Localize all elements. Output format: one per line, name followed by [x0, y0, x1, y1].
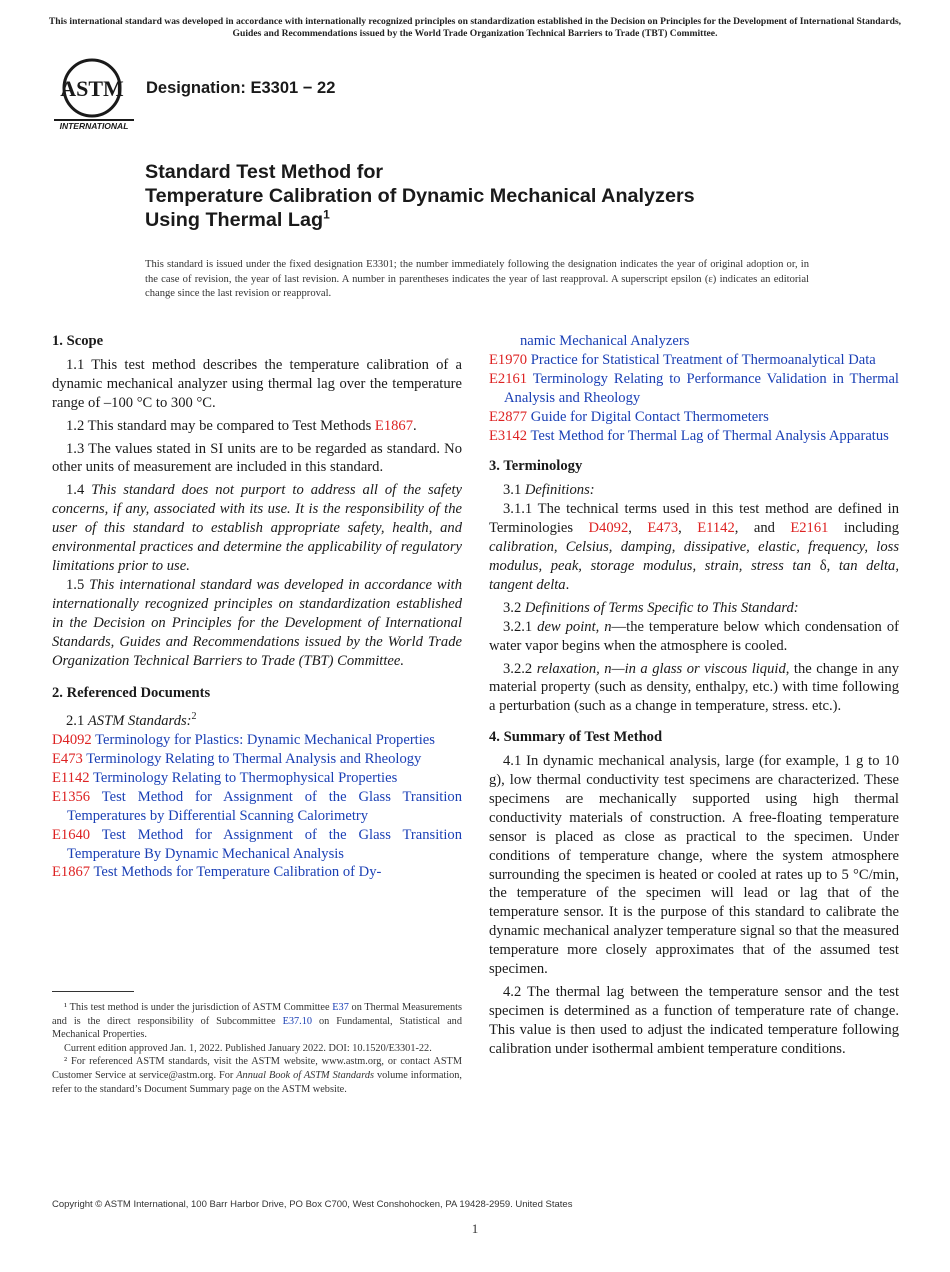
ref-code[interactable]: E1356 [52, 788, 91, 805]
scope-1-2-link[interactable]: E1867 [374, 417, 414, 434]
scope-1-4-text: This standard does not purport to address all of the safety concerns, if any, associated with its use. It is the responsibility of the user of this standard to establish appropriate safety, health, and environmental practices and determine the applicability of regulatory limitations prior to use. [52, 482, 462, 574]
terminology-sep-2: , [678, 520, 698, 537]
ref-code[interactable]: E2161 [489, 370, 528, 387]
scope-1-2-end: . [413, 417, 417, 434]
ref-item[interactable] [52, 731, 462, 750]
footnote-divider [52, 991, 134, 992]
terminology-link-d4092[interactable]: D4092 [588, 520, 629, 537]
scope-1-1: 1.1 This test method describes the temperature calibration of a dynamic mechanical analyzer using thermal lag over the temperature range of –100 °C to 300 °C. [52, 356, 462, 411]
scope-1-4 [52, 481, 462, 576]
ref-item[interactable] [489, 351, 899, 370]
ref-title[interactable]: Test Methods for Temperature Calibration of Dy- [93, 864, 382, 881]
terminology-terms: calibration, Celsius, damping, dissipative, elastic, frequency, loss modulus, peak, storage modulus, strain, stress tan [489, 539, 899, 574]
terminology-3-1-num: 3.1 [503, 482, 525, 499]
document-title [145, 160, 845, 232]
summary-heading: 4. Summary of Test Method [489, 729, 663, 746]
scope-1-5-text: This international standard was developed in accordance with internationally recognized principles on standardization established in the Decision on Principles for the Development of International Standards, Guides and Recommendations issued by the World Trade Organization Technical Barriers to Trade (TBT) Committee. [52, 576, 463, 669]
ref-title[interactable]: Test Method for Assignment of the Glass Transition Temperature By Dynamic Mechanical Analysis [67, 826, 462, 862]
terminology-3-1-label: Definitions: [524, 482, 595, 499]
terminology-3-2-2-num: 3.2.2 [503, 660, 537, 677]
ref-title[interactable]: Terminology Relating to Thermal Analysis and Rheology [86, 750, 422, 767]
footnote-2-italic: Annual Book of ASTM Standards [236, 1069, 374, 1081]
ref-title[interactable]: Test Method for Assignment of the Glass Transition Temperatures by Differential Scanning Calorimetry [67, 788, 462, 824]
terminology-3-2 [489, 599, 899, 618]
ref-item[interactable] [489, 408, 899, 427]
terminology-sep-3: , and [734, 520, 791, 537]
footnote-2 [52, 1055, 462, 1096]
terminology-3-2-2 [489, 660, 899, 717]
ref-item[interactable] [52, 769, 462, 788]
copyright-notice: Copyright © ASTM International, 100 Barr Harbor Drive, PO Box C700, West Conshohocken, PA 19428-2959. United States [52, 1199, 573, 1210]
ref-code[interactable]: E473 [52, 750, 83, 767]
ref-continued[interactable]: namic Mechanical Analyzers [520, 333, 690, 349]
title-line-3-text: Using Thermal Lag [145, 209, 324, 231]
terminology-3-2-1-def: —the temperature below which condensation of water vapor begins when the atmosphere is cooled. [489, 618, 899, 654]
ref-code[interactable]: E1640 [52, 826, 91, 843]
terminology-sep-1: , [628, 520, 648, 537]
summary-4-1: 4.1 In dynamic mechanical analysis, large (for example, 1 g to 10 g), low thermal conductivity test specimens are characterized. These specimens are mechanically supported using high thermal conductivity materials of construction. A free-floating temperature sensor is placed as close as practical to the specimen. Under conditions of temperature change, where the system atmosphere surrounding the specimen is heated or cooled at rates up to 5 °C/min, the temperature of the specimen will lead or lag that of the temperature sensor. It is the purpose of this standard to calibrate the dynamic mechanical analyzer temperature signal so that the measured temperature more closely approximates that of the assumed test specimen. [489, 753, 899, 978]
right-column [489, 332, 899, 1063]
ref-code[interactable]: E2877 [489, 408, 528, 425]
ref-title[interactable]: Terminology for Plastics: Dynamic Mechanical Properties [95, 732, 435, 749]
ref-item[interactable] [52, 788, 462, 826]
ref-code[interactable]: E1867 [52, 864, 91, 881]
ref-title[interactable]: Practice for Statistical Treatment of Thermoanalytical Data [530, 351, 876, 368]
refdocs-list [52, 731, 462, 882]
designation: Designation: E3301 − 22 [146, 79, 336, 97]
issued-note: This standard is issued under the fixed designation E3301; the number immediately following the designation indicates the year of original adoption or, in the case of revision, the year of last revision. A number in parentheses indicates the year of last reapproval. A superscript epsilon (ε) indicates an editorial change since the last revision or reapproval. [145, 259, 809, 299]
terminology-3-2-2-def: , the change in any material property (such as density, enthalpy, etc.) with time following a perturbation (such as a change in temperature, stress. etc.). [489, 660, 899, 715]
ref-code[interactable]: E3142 [489, 427, 528, 444]
title-line-1: Standard Test Method for [145, 161, 384, 183]
terminology-3-2-1-num: 3.2.1 [503, 618, 538, 635]
title-line-3 [145, 208, 845, 232]
terminology-3-2-1 [489, 618, 899, 656]
scope-heading: 1. Scope [52, 333, 104, 349]
preamble-notice: This international standard was developed in accordance with internationally recognized principles on standardization established in the Decision on Principles for the Development of International Standards, Guides and Recommendations issued by the World Trade Organization Technical Barriers to Trade (TBT) Committee. [48, 16, 902, 39]
refdocs-footnote-mark: 2 [191, 711, 197, 723]
page-number: 1 [471, 1221, 479, 1236]
refdocs-heading: 2. Referenced Documents [52, 685, 211, 702]
terminology-link-e473[interactable]: E473 [647, 520, 679, 537]
scope-1-4-num: 1.4 [66, 482, 92, 499]
terminology-link-e2161[interactable]: E2161 [790, 520, 829, 537]
ref-item[interactable] [489, 427, 899, 446]
ref-title[interactable]: Terminology Relating to Performance Validation in Thermal Analysis and Rheology [504, 370, 899, 406]
astm-logo-graphic [52, 56, 136, 132]
terminology-3-2-num: 3.2 [503, 599, 525, 616]
terminology-3-1 [489, 481, 899, 500]
footnote-1-text-c: on Fundamental, Statistical and Mechanical Properties. [52, 1015, 462, 1041]
ref-item[interactable] [52, 826, 462, 864]
scope-1-5-num: 1.5 [66, 576, 90, 593]
ref-item[interactable] [52, 863, 462, 882]
ref-code[interactable]: D4092 [52, 732, 92, 749]
title-line-2: Temperature Calibration of Dynamic Mechanical Analyzers [145, 185, 695, 207]
terminology-3-1-1-text-a: 3.1.1 The technical terms used in this test method are defined in Terminologies [489, 501, 899, 537]
terminology-delta: δ, [811, 557, 839, 574]
footnote-1 [52, 1001, 462, 1042]
ref-item[interactable] [52, 750, 462, 769]
ref-title[interactable]: Test Method for Thermal Lag of Thermal Analysis Apparatus [530, 427, 889, 444]
terminology-terms-2: tan delta, tangent delta [489, 557, 899, 593]
ref-item[interactable] [489, 370, 899, 408]
ref-code[interactable]: E1970 [489, 351, 528, 368]
refdocs-astm-standards [52, 708, 462, 731]
ref-code[interactable]: E1142 [52, 769, 90, 786]
footnote-2-text-b: volume information, refer to the standard’s Document Summary page on the ASTM website. [52, 1069, 462, 1095]
ref-title[interactable]: Guide for Digital Contact Thermometers [530, 408, 769, 425]
left-column [52, 332, 462, 882]
logo-subtext: INTERNATIONAL [59, 121, 129, 131]
edition-note: Current edition approved Jan. 1, 2022. Published January 2022. DOI: 10.1520/E3301-22. [64, 1042, 432, 1054]
summary-4-2: 4.2 The thermal lag between the temperature sensor and the test specimen is determined as a function of temperature rate of change. This value is then used to adjust the indicated temperature following calibration under isothermal ambient temperature conditions. [489, 984, 899, 1057]
footnote-1-text-a: ¹ This test method is under the jurisdiction of ASTM Committee [64, 1002, 333, 1013]
terminology-3-2-label: Definitions of Terms Specific to This Standard: [524, 599, 799, 616]
scope-1-5 [52, 576, 462, 671]
scope-1-2 [52, 417, 462, 436]
terminology-3-1-1 [489, 500, 899, 595]
logo-text: ASTM [60, 76, 124, 101]
terminology-heading: 3. Terminology [489, 458, 583, 475]
ref-title[interactable]: Terminology Relating to Thermophysical Properties [92, 769, 398, 786]
footnote-1-text-b: on Thermal Measurements and is the direct responsibility of Subcommittee [52, 1002, 462, 1027]
terminology-link-e1142[interactable]: E1142 [697, 520, 735, 537]
footnotes [52, 1001, 462, 1096]
footnote-1-link-subcommittee[interactable]: E37.10 [282, 1015, 313, 1027]
refdocs-sub-num: 2.1 [66, 713, 88, 730]
astm-logo [52, 56, 136, 132]
terminology-3-2-2-term: relaxation, n—in a glass or viscous liquid [536, 660, 786, 677]
scope-1-3: 1.3 The values stated in SI units are to be regarded as standard. No other units of measurement are included in this standard. [52, 440, 462, 476]
terminology-3-1-1-text-b: including [828, 520, 899, 537]
title-footnote-mark: 1 [323, 207, 330, 222]
terminology-3-2-1-term: dew point, n [537, 618, 612, 635]
scope-1-2-text: 1.2 This standard may be compared to Test Methods [66, 417, 375, 434]
refdocs-sub-label: ASTM Standards: [87, 713, 192, 730]
footnote-1-link-committee[interactable]: E37 [332, 1002, 349, 1013]
terminology-3-1-1-end: . [565, 576, 570, 593]
footnote-2-text-a: ² For referenced ASTM standards, visit the ASTM website, www.astm.org, or contact ASTM Customer Service at service@astm.org. For [52, 1056, 462, 1081]
